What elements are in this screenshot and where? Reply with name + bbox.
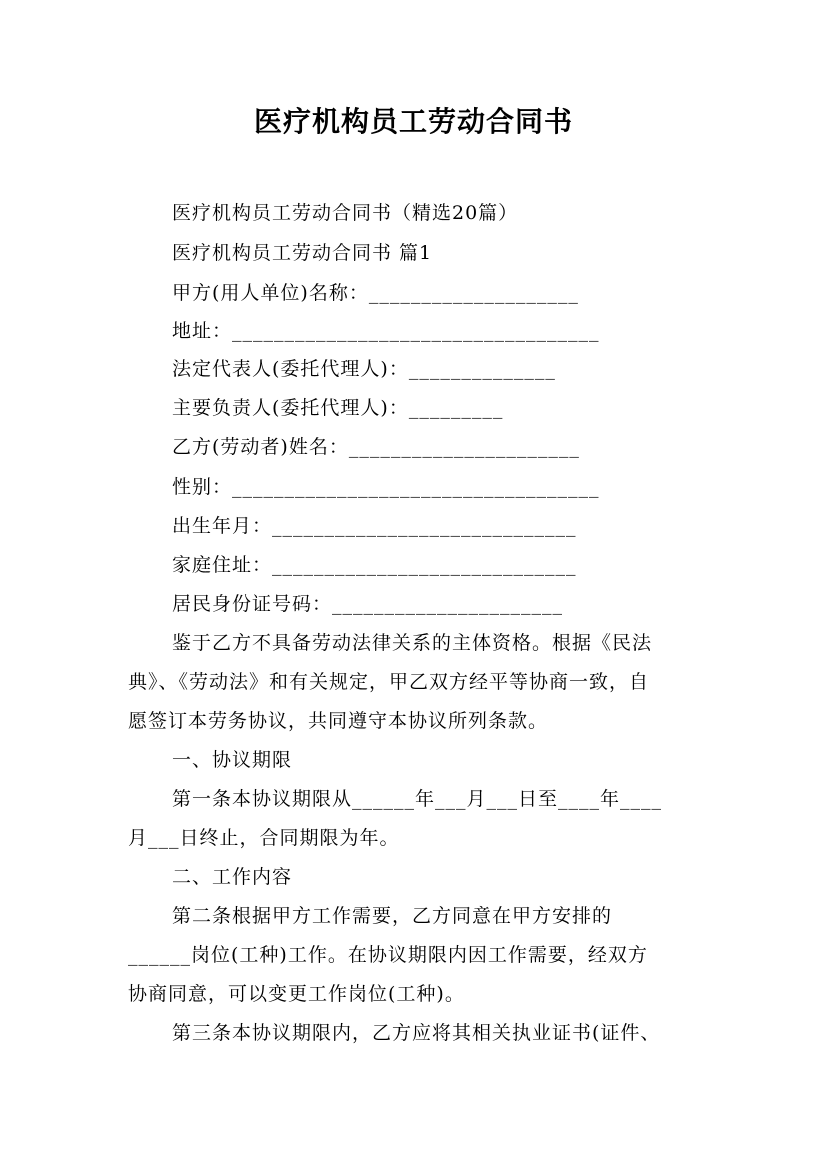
subtitle-line: 医疗机构员工劳动合同书（精选20篇）	[172, 202, 519, 224]
paragraph-line: 第二条根据甲方工作需要，乙方同意在甲方安排的	[172, 905, 613, 927]
birth-date-field: 出生年月：_____________________________	[172, 515, 577, 537]
id-number-field: 居民身份证号码：______________________	[172, 593, 564, 615]
paragraph-line: 第三条本协议期限内，乙方应将其相关执业证书(证件、	[172, 1022, 661, 1044]
paragraph-line: 协商同意，可以变更工作岗位(工种)。	[128, 983, 465, 1005]
section-heading: 一、协议期限	[172, 749, 293, 771]
section-heading-line: 医疗机构员工劳动合同书 篇1	[172, 242, 433, 264]
paragraph-line: ______岗位(工种)工作。在协议期限内因工作需要，经双方	[128, 944, 648, 966]
paragraph-line: 愿签订本劳务协议，共同遵守本协议所列条款。	[128, 710, 549, 732]
home-address-field: 家庭住址：_____________________________	[172, 554, 577, 576]
section-heading: 二、工作内容	[172, 866, 293, 888]
address-field: 地址：___________________________________	[172, 320, 600, 342]
paragraph-line: 典》、《劳动法》和有关规定，甲乙双方经平等协商一致，自	[128, 671, 650, 693]
party-a-name-field: 甲方(用人单位)名称：____________________	[172, 282, 579, 304]
legal-representative-field: 法定代表人(委托代理人)：______________	[172, 358, 556, 380]
principal-field: 主要负责人(委托代理人)：_________	[172, 397, 504, 419]
paragraph-line: 月___日终止，合同期限为年。	[128, 827, 400, 849]
paragraph-line: 第一条本协议期限从______年___月___日至____年____	[172, 788, 663, 810]
document-title: 医疗机构员工劳动合同书	[253, 105, 573, 138]
party-b-name-field: 乙方(劳动者)姓名：______________________	[172, 436, 580, 458]
gender-field: 性别：___________________________________	[172, 476, 600, 498]
paragraph-line: 鉴于乙方不具备劳动法律关系的主体资格。根据《民法	[172, 632, 653, 654]
